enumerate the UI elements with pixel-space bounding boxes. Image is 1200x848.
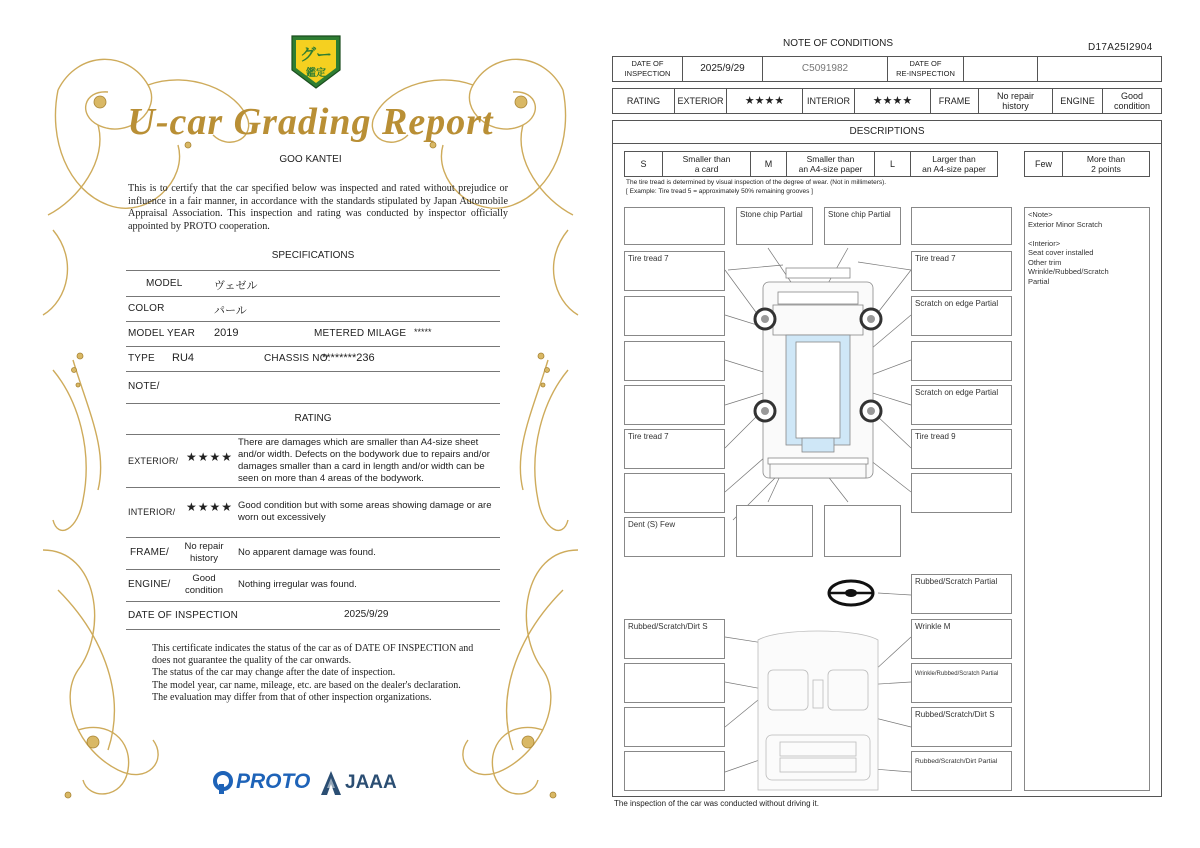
engine-value: Good condition [184, 573, 224, 596]
certificate-footer-text: This certificate indicates the status of the car as of DATE OF INSPECTION and does not guarantee the quality of the car onwards. The status of the car may change after the date of inspection. The model year, car name, mileage, etc. are based on the dealer's declaration. The evaluation may differ from that of other inspection organizations. [152, 643, 474, 703]
damage-box-scratch-edge-2: Scratch on edge Partial [911, 385, 1012, 425]
legend-s-desc: Smaller than a card [663, 152, 751, 176]
interior-label: INTERIOR/ [128, 507, 176, 517]
certificate-intro: This is to certify that the car specified below was inspected and rated without prejudice or influence in a fair manner, in accordance with the standards stipulated by Japan Automobile Appraisal Association. This inspection and rating was conducted by inspector officially appointed by PROTO cooperation. [128, 183, 508, 232]
date-of-inspection-value: 2025/9/29 [683, 57, 763, 81]
rating-heading: RATING [294, 413, 332, 424]
specifications-heading: SPECIFICATIONS [271, 250, 355, 261]
damage-box-tire-rear-left: Tire tread 7 [624, 429, 725, 469]
report-title: U-car Grading Report [127, 101, 494, 143]
damage-box-wrinkle-rubbed: Wrinkle/Rubbed/Scratch Partial [911, 663, 1012, 703]
frame-value: No repair history [979, 89, 1053, 113]
jaaa-mark-icon [320, 770, 342, 796]
damage-box-dent: Dent (S) Few [624, 517, 725, 557]
spec-row-model-year [126, 321, 500, 347]
damage-box-left-4 [624, 385, 725, 425]
svg-text:鑑定: 鑑定 [306, 68, 326, 79]
damage-box-stone-chip-1: Stone chip Partial [736, 207, 813, 245]
interior-stars: ★★★★ [186, 500, 234, 514]
metered-milage-value: ***** [414, 327, 432, 337]
damage-box-interior-left-4 [624, 751, 725, 791]
rating-row-date [126, 601, 500, 630]
model-value: ヴェゼル [214, 280, 258, 292]
damage-box-rubbed-dirt-s-2: Rubbed/Scratch/Dirt S [911, 707, 1012, 747]
damage-box-scratch-edge-1: Scratch on edge Partial [911, 296, 1012, 336]
date-of-inspection-label: DATE OF INSPECTION [128, 610, 239, 621]
rating-row-exterior [126, 435, 500, 488]
legend-m-key: M [751, 152, 787, 176]
damage-box-tire-front-left: Tire tread 7 [624, 251, 725, 291]
spec-row-color [126, 296, 500, 322]
rating-label: RATING [613, 89, 675, 113]
condition-notes-box: <Note> Exterior Minor Scratch <Interior> Seat cover installed Other trim Wrinkle/Rubbed/Scratch Partial [1024, 207, 1150, 791]
reinspection-label: DATE OF RE-INSPECTION [888, 57, 964, 81]
legend-l-desc: Larger than an A4-size paper [922, 154, 986, 174]
exterior-stars: ★★★★ [186, 450, 234, 464]
note-label: NOTE/ [128, 381, 160, 392]
engine-label: ENGINE/ [128, 579, 171, 590]
frame-description: No apparent damage was found. [238, 547, 376, 558]
legend-few-desc: More than 2 points [1086, 154, 1126, 174]
type-label: TYPE [128, 353, 155, 364]
proto-logo-text: PROTO [236, 770, 311, 793]
rating-row-interior [126, 487, 500, 538]
spec-row-note [126, 371, 500, 404]
exterior-stars: ★★★★ [727, 89, 803, 113]
damage-box-front-right [911, 207, 1012, 245]
rating-row-frame [126, 537, 500, 570]
damage-box-rubbed-partial: Rubbed/Scratch Partial [911, 574, 1012, 614]
tire-note-1: The tire tread is determined by visual inspection of the degree of wear. (Not in millimeters). [626, 179, 887, 186]
document-id: D17A25I2904 [1088, 42, 1153, 53]
damage-box-rubbed-dirt-partial: Rubbed/Scratch/Dirt Partial [911, 751, 1012, 791]
report-subtitle: GOO KANTEI [279, 154, 342, 165]
model-year-value: 2019 [214, 327, 239, 339]
interior-description: Good condition but with some areas showing damage or are worn out excessively [238, 500, 492, 523]
frame-label: FRAME/ [130, 547, 169, 558]
chassis-value: ********236 [322, 352, 375, 364]
damage-box-interior-left-3 [624, 707, 725, 747]
legend-l-key: L [875, 152, 911, 176]
damage-box-left-2 [624, 296, 725, 336]
spec-row-model [126, 271, 500, 297]
color-value: パール [214, 305, 247, 317]
interior-label: INTERIOR [803, 89, 855, 113]
exterior-description: There are damages which are smaller than A4-size sheet and/or width. Defects on the bodywork due to repairs and/or damages smaller than a card in length and/or width can be seen on more than 4 areas of the bodywork. [238, 437, 490, 484]
conditions-title: NOTE OF CONDITIONS [783, 38, 893, 49]
damage-box-interior-left-2 [624, 663, 725, 703]
steering-wheel-icon [829, 581, 873, 605]
model-label: MODEL [146, 278, 183, 289]
svg-text:グー: グー [299, 45, 333, 64]
engine-label: ENGINE [1053, 89, 1103, 113]
inspection-code: C5091982 [763, 57, 888, 81]
frame-value: No repair history [184, 541, 224, 564]
legend-s-key: S [625, 152, 663, 176]
damage-box-right-6 [911, 473, 1012, 513]
exterior-label: EXTERIOR [675, 89, 727, 113]
proto-mark-icon [212, 770, 234, 794]
damage-box-rear-1 [736, 505, 813, 557]
damage-box-tire-rear-right: Tire tread 9 [911, 429, 1012, 469]
damage-box-tire-front-right: Tire tread 7 [911, 251, 1012, 291]
note-of-conditions-sheet [608, 30, 1168, 820]
date-of-inspection-label: DATE OF INSPECTION [613, 57, 683, 81]
jaaa-logo [320, 770, 397, 796]
legend-m-desc: Smaller than an A4-size paper [787, 152, 875, 176]
interior-stars: ★★★★ [855, 89, 931, 113]
goo-kantei-badge-icon [288, 32, 344, 92]
damage-box-left-6 [624, 473, 725, 513]
few-legend [1024, 151, 1150, 177]
frame-label: FRAME [931, 89, 979, 113]
model-year-label: MODEL YEAR [128, 328, 196, 339]
inspection-footer-note: The inspection of the car was conducted without driving it. [614, 799, 819, 808]
damage-box-stone-chip-2: Stone chip Partial [824, 207, 901, 245]
color-label: COLOR [128, 303, 165, 314]
damage-box-rear-2 [824, 505, 901, 557]
legend-few-key: Few [1025, 152, 1063, 176]
jaaa-logo-text: JAAA [345, 772, 397, 793]
engine-description: Nothing irregular was found. [238, 579, 357, 590]
grading-certificate [38, 30, 583, 820]
date-of-inspection-value: 2025/9/29 [344, 609, 389, 620]
exterior-label: EXTERIOR/ [128, 456, 179, 466]
damage-box-left-3 [624, 341, 725, 381]
damage-box-rubbed-dirt-s-1: Rubbed/Scratch/Dirt S [624, 619, 725, 659]
metered-milage-label: METERED MILAGE [314, 328, 407, 339]
engine-value: Good condition [1113, 91, 1151, 111]
tire-note-2: [ Example: Tire tread 5 = approximately 50% remaining grooves ] [626, 188, 813, 195]
proto-logo [212, 770, 310, 794]
rating-row-engine [126, 569, 500, 602]
reinspection-extra [1038, 57, 1161, 81]
damage-box-wrinkle-m: Wrinkle M [911, 619, 1012, 659]
type-value: RU4 [172, 352, 195, 364]
chassis-label: CHASSIS NO. [264, 353, 331, 364]
damage-box-front-left [624, 207, 725, 245]
descriptions-heading: DESCRIPTIONS [612, 120, 1162, 144]
spec-row-type [126, 346, 500, 372]
damage-box-right-3 [911, 341, 1012, 381]
